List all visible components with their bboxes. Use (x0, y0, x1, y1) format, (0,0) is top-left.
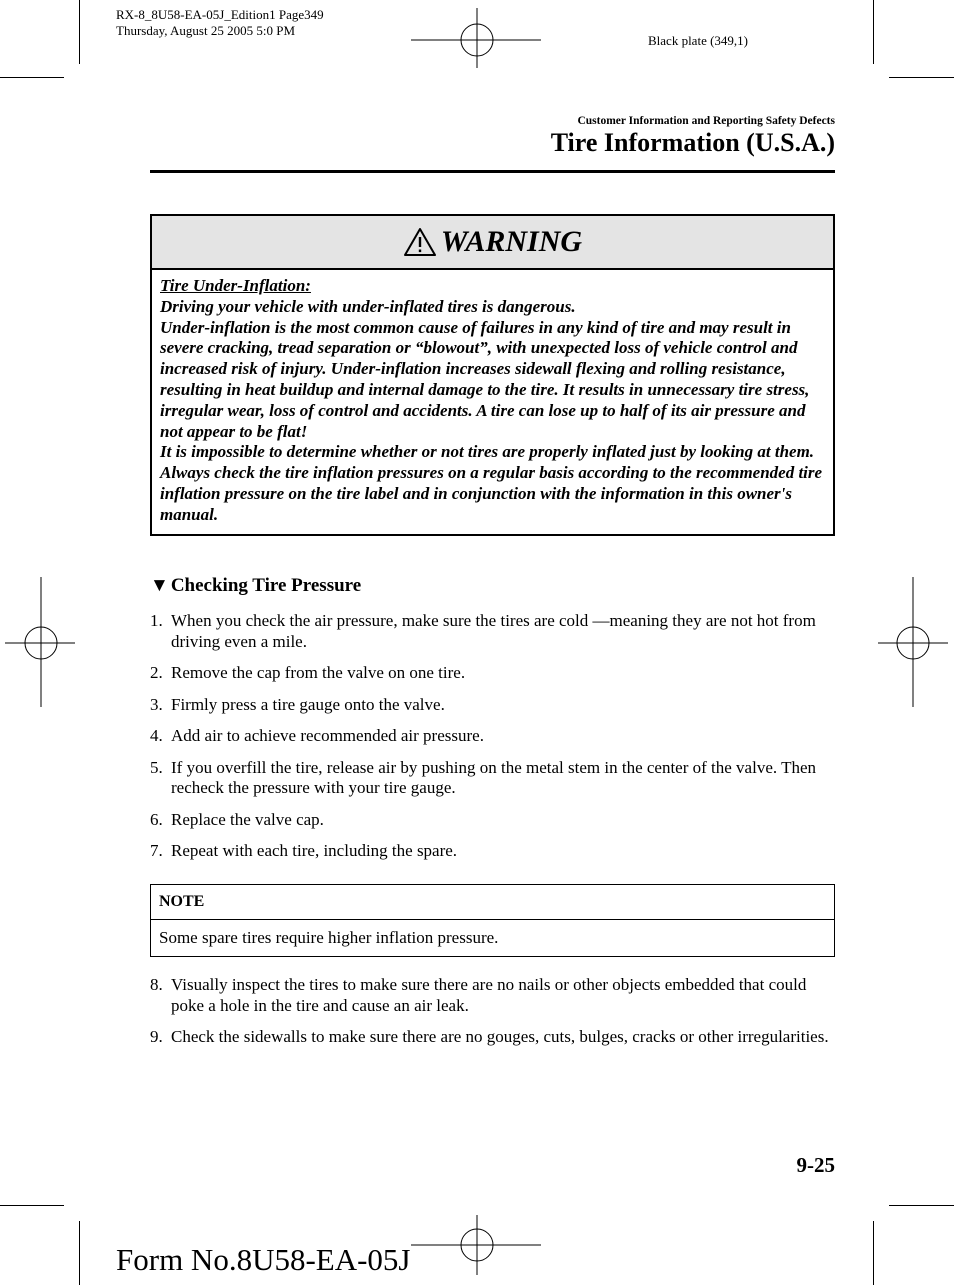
step-number: 3. (150, 694, 163, 714)
list-item (150, 611, 830, 652)
step-text: Remove the cap from the valve on one tire. (171, 663, 466, 682)
page-title: Tire Information (U.S.A.) (550, 128, 835, 157)
print-slug (116, 7, 324, 39)
step-number: 4. (150, 726, 163, 745)
subheading (150, 575, 361, 597)
warning-line: Under-inflation is the most common cause of failures in any kind of tire and may result in severe cracking, tread separation or “blowout”, with unexpected loss of vehicle control and increased risk of injury. Under-inflation increases sidewall flexing and rolling resistance, resulting in heat buildup and internal damage to the tire. It results in unnecessary tire stress, irregular wear, loss of control and accidents. A tire can lose up to half of its air pressure and not appear to be flat! (160, 317, 810, 441)
note-text: Some spare tires require higher inflation pressure. (159, 928, 499, 947)
subheading-text: Checking Tire Pressure (170, 575, 362, 596)
list-item (150, 841, 830, 862)
title-rule (150, 170, 835, 173)
note-label: NOTE (151, 885, 834, 920)
step-number: 1. (150, 611, 163, 630)
warning-line: Always check the tire inflation pressures on a regular basis according to the recommended tire inflation pressure on the tire label and in conjunction with the information in this owner's manual. (160, 463, 823, 524)
steps-list-continued (150, 975, 830, 1059)
list-item (150, 758, 830, 799)
note-box (150, 884, 835, 957)
warning-triangle-icon (403, 227, 437, 257)
warning-heading: Tire Under-Inflation: (160, 276, 311, 295)
warning-line: Driving your vehicle with under-inflated tires is dangerous. (160, 296, 576, 316)
warning-body (152, 270, 833, 534)
step-text: Add air to achieve recommended air pressure. (171, 726, 484, 745)
step-text: Repeat with each tire, including the spare. (171, 841, 458, 860)
warning-line: It is impossible to determine whether or not tires are properly inflated just by looking at them. (160, 442, 815, 462)
slug-line-1: RX-8_8U58-EA-05J_Edition1 Page349 (116, 7, 324, 22)
step-text: Check the sidewalls to make sure there are no gouges, cuts, bulges, cracks or other irregularities. (171, 1027, 829, 1046)
page-number: 9-25 (796, 1153, 835, 1177)
triangle-marker-icon: ▼ (150, 575, 169, 596)
warning-box (150, 214, 835, 536)
registration-target-left (5, 577, 75, 707)
section-label: Customer Information and Reporting Safety Defects (577, 115, 835, 127)
steps-list (150, 611, 830, 873)
step-text: Firmly press a tire gauge onto the valve. (171, 694, 445, 714)
step-text: If you overfill the tire, release air by pushing on the metal stem in the center of the valve. Then recheck the pressure with your tire gauge. (171, 757, 816, 797)
slug-line-2: Thursday, August 25 2005 5:0 PM (116, 23, 295, 38)
list-item (150, 810, 830, 831)
registration-target-top (411, 8, 541, 68)
warning-label: WARNING (440, 225, 583, 258)
form-number: Form No.8U58-EA-05J (116, 1242, 411, 1277)
step-number: 8. (150, 975, 163, 994)
warning-header (152, 216, 833, 270)
list-item (150, 695, 830, 716)
registration-target-right (878, 577, 948, 707)
step-text: Visually inspect the tires to make sure there are no nails or other objects embedded that could poke a hole in the tire and cause an air leak. (171, 975, 807, 1015)
step-number: 2. (150, 663, 163, 682)
step-number: 9. (150, 1027, 163, 1046)
plate-label: Black plate (349,1) (648, 33, 748, 48)
step-number: 6. (150, 809, 163, 829)
registration-target-bottom (411, 1215, 541, 1275)
list-item (150, 1027, 830, 1048)
list-item (150, 726, 830, 747)
step-text: Replace the valve cap. (171, 809, 324, 829)
step-number: 7. (150, 841, 163, 860)
list-item (150, 975, 830, 1016)
list-item (150, 663, 830, 684)
step-number: 5. (150, 757, 163, 777)
step-text: When you check the air pressure, make sure the tires are cold ―meaning they are not hot from driving even a mile. (171, 611, 816, 651)
